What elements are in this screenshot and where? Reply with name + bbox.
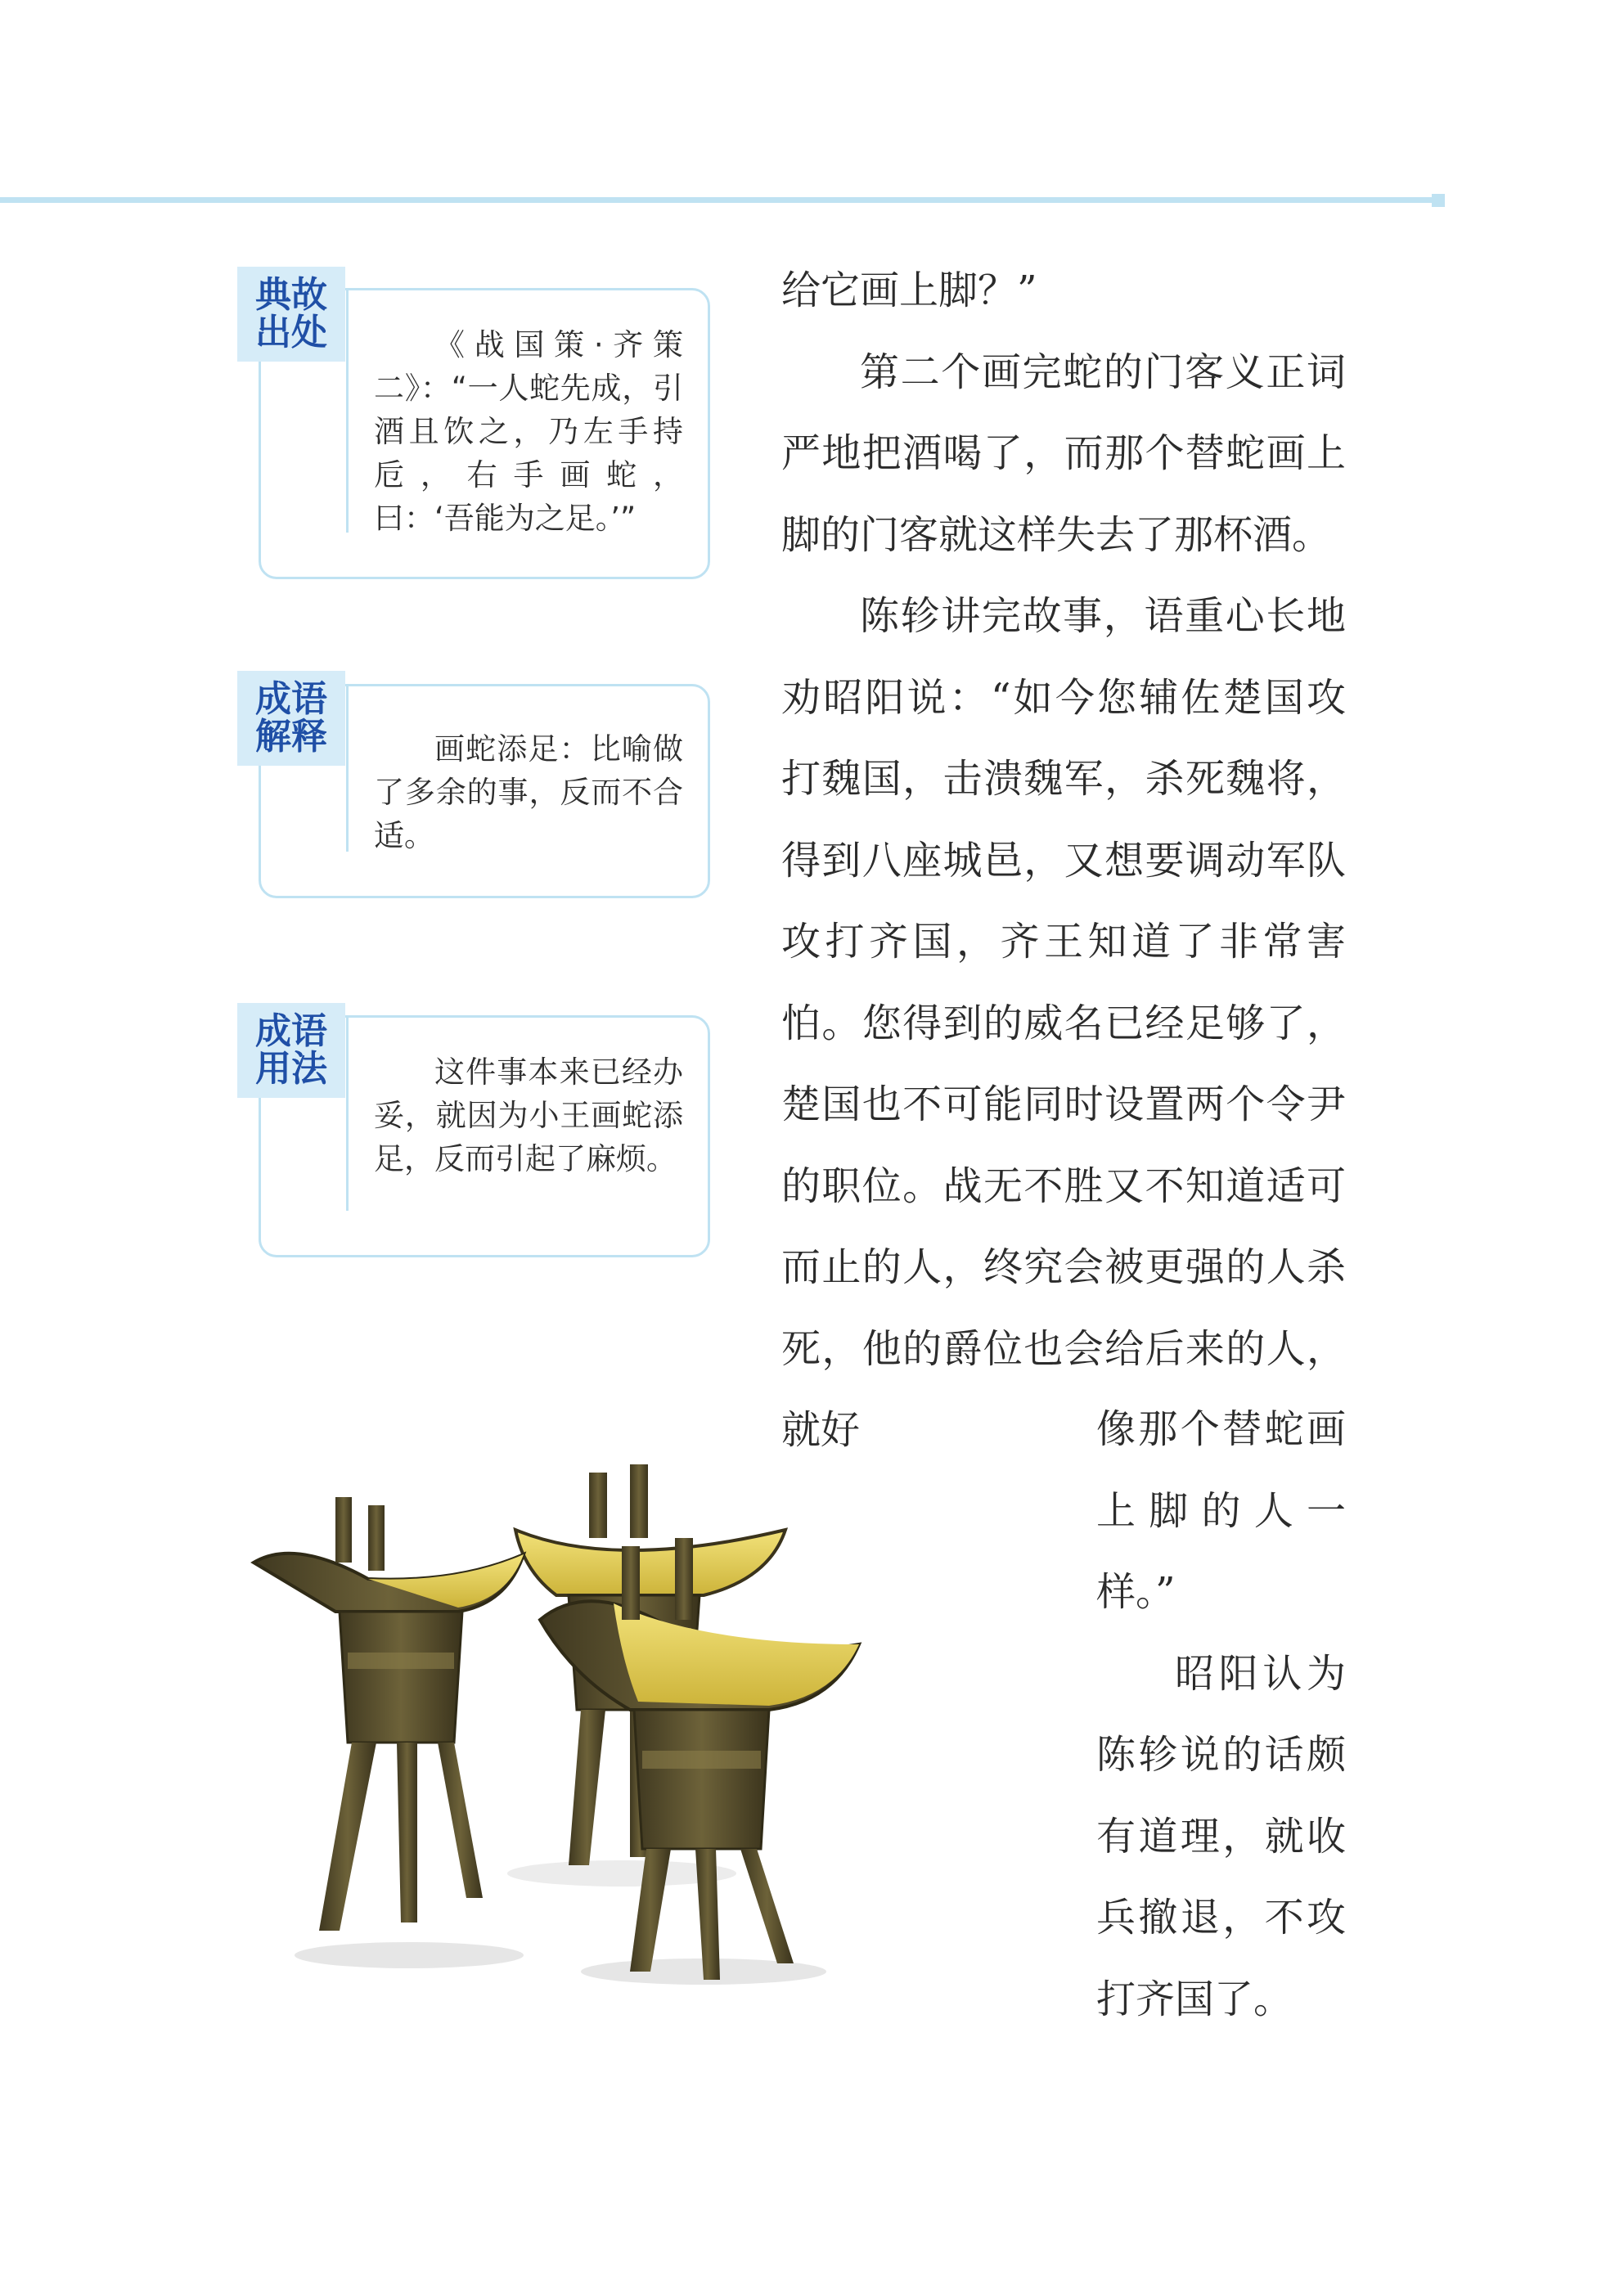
paragraph-3: 陈轸讲完故事，语重心长地劝昭阳说：“如今您辅佐楚国攻打魏国，击溃魏军，杀死魏将，得到八座城邑，又想要调动军队攻打齐国，齐王知道了非常害怕。您得到的威名已经足够了，楚国也不可能同时设置两个令尹的职位。战无不胜又不知道适可而止的人，终究会被更强的人杀死，他的爵位也会给后来的人，就好 bbox=[781, 593, 1346, 1453]
header-rule bbox=[0, 197, 1432, 203]
story-text bbox=[781, 250, 1346, 1472]
usage-tag: 成语 用法 bbox=[237, 1003, 345, 1098]
jue-vessel-left bbox=[254, 1497, 524, 1931]
paragraph-1: 给它画上脚？” bbox=[781, 268, 1037, 313]
header-rule-end bbox=[1432, 194, 1445, 207]
bronze-jue-vessels-illustration bbox=[245, 1440, 1047, 2012]
paragraph-2: 第二个画完蛇的门客义正词严地把酒喝了，而那个替蛇画上脚的门客就这样失去了那杯酒。 bbox=[781, 349, 1346, 558]
source-text: 《战国策·齐策二》：“一人蛇先成，引酒且饮之，乃左手持卮，右手画蛇，曰：‘吾能为之足。’” bbox=[374, 327, 683, 536]
source-tag: 典故 出处 bbox=[237, 267, 345, 362]
story-text-narrow bbox=[1096, 1389, 1346, 2040]
shadow bbox=[295, 1942, 524, 1968]
explanation-text: 画蛇添足：比喻做了多余的事，反而不合适。 bbox=[374, 731, 683, 853]
paragraph-4: 昭阳认为陈轸说的话颇有道理，就收兵撤退，不攻打齐国了。 bbox=[1096, 1650, 1346, 2022]
paragraph-3-continued: 像那个替蛇画上脚的人一样。” bbox=[1096, 1406, 1346, 1615]
usage-text: 这件事本来已经办妥，就因为小王画蛇添足，反而引起了麻烦。 bbox=[374, 1055, 683, 1176]
explanation-tag: 成语 解释 bbox=[237, 671, 345, 766]
